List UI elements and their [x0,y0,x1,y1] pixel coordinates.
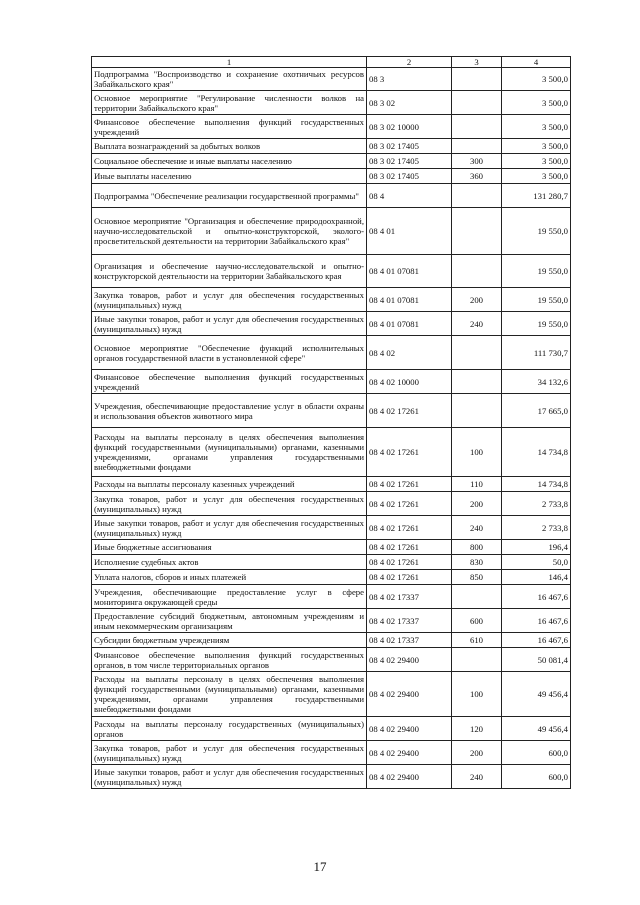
row-code: 08 4 01 07081 [367,312,452,336]
table-row [92,184,571,208]
table-row [92,477,571,492]
row-code: 08 4 02 29400 [367,648,452,672]
row-expense-type: 300 [452,154,502,169]
row-name: Расходы на выплаты персоналу в целях обеспечения выполнения функций государственными (муниципальными) органами, казенными учреждениями, органами управления государственными внебюджетными фондами [92,672,367,717]
table-row [92,312,571,336]
row-amount: 14 734,8 [502,428,571,477]
row-amount: 34 132,6 [502,370,571,394]
row-code: 08 4 02 17261 [367,477,452,492]
row-name: Социальное обеспечение и иные выплаты населению [92,154,367,169]
table-row [92,765,571,789]
table-row [92,91,571,115]
row-code: 08 4 02 17261 [367,492,452,516]
row-amount: 14 734,8 [502,477,571,492]
table-row [92,672,571,717]
row-name: Уплата налогов, сборов и иных платежей [92,570,367,585]
table-row [92,394,571,428]
column-header-3: 3 [452,57,502,68]
row-name: Основное мероприятие "Обеспечение функций исполнительных органов государственной власти в установленной сфере" [92,336,367,370]
column-header-1: 1 [92,57,367,68]
row-code: 08 4 02 17261 [367,570,452,585]
row-expense-type: 240 [452,765,502,789]
row-name: Закупка товаров, работ и услуг для обеспечения государственных (муниципальных) нужд [92,288,367,312]
row-name: Финансовое обеспечение выполнения функций государственных учреждений [92,115,367,139]
row-expense-type [452,336,502,370]
row-code: 08 4 [367,184,452,208]
row-expense-type: 610 [452,633,502,648]
column-header-4: 4 [502,57,571,68]
row-expense-type: 850 [452,570,502,585]
table-row [92,516,571,540]
table-row [92,68,571,91]
row-name: Предоставление субсидий бюджетным, автономным учреждениям и иным некоммерческим организациям [92,609,367,633]
row-amount: 16 467,6 [502,633,571,648]
row-code: 08 4 02 10000 [367,370,452,394]
row-amount: 3 500,0 [502,68,571,91]
row-amount: 50 081,4 [502,648,571,672]
row-name: Выплата вознаграждений за добытых волков [92,139,367,154]
row-expense-type [452,184,502,208]
row-expense-type: 100 [452,672,502,717]
row-expense-type [452,585,502,609]
table-row [92,633,571,648]
row-name: Организация и обеспечение научно-исследовательской и опытно-конструкторской деятельности на территории Забайкальского края [92,255,367,288]
table-row [92,208,571,255]
table-row [92,288,571,312]
table-row [92,428,571,477]
row-name: Иные закупки товаров, работ и услуг для обеспечения государственных (муниципальных) нужд [92,516,367,540]
table-row [92,255,571,288]
row-name: Расходы на выплаты персоналу казенных учреждений [92,477,367,492]
row-expense-type: 600 [452,609,502,633]
header-row [92,57,571,68]
row-amount: 2 733,8 [502,516,571,540]
row-amount: 131 280,7 [502,184,571,208]
row-code: 08 4 02 17261 [367,428,452,477]
row-code: 08 4 02 29400 [367,765,452,789]
row-code: 08 3 02 [367,91,452,115]
row-expense-type [452,115,502,139]
row-name: Иные закупки товаров, работ и услуг для обеспечения государственных (муниципальных) нужд [92,765,367,789]
row-code: 08 4 02 17261 [367,516,452,540]
row-code: 08 4 02 29400 [367,741,452,765]
row-amount: 3 500,0 [502,169,571,184]
row-name: Учреждения, обеспечивающие предоставление услуг в области охраны и использования объектов животного мира [92,394,367,428]
row-amount: 196,4 [502,540,571,555]
row-amount: 600,0 [502,765,571,789]
row-expense-type [452,91,502,115]
table-row [92,370,571,394]
table-row [92,540,571,555]
row-expense-type: 240 [452,312,502,336]
column-header-2: 2 [367,57,452,68]
row-code: 08 3 02 17405 [367,139,452,154]
row-code: 08 4 01 [367,208,452,255]
table-row [92,741,571,765]
table-row [92,336,571,370]
row-name: Исполнение судебных актов [92,555,367,570]
row-expense-type [452,648,502,672]
row-expense-type: 110 [452,477,502,492]
row-amount: 146,4 [502,570,571,585]
row-amount: 17 665,0 [502,394,571,428]
row-amount: 111 730,7 [502,336,571,370]
row-amount: 19 550,0 [502,288,571,312]
row-expense-type: 200 [452,288,502,312]
table-row [92,570,571,585]
table-row [92,492,571,516]
row-code: 08 3 02 17405 [367,154,452,169]
row-code: 08 4 02 17337 [367,633,452,648]
row-code: 08 4 01 07081 [367,288,452,312]
row-expense-type [452,370,502,394]
row-amount: 2 733,8 [502,492,571,516]
row-name: Расходы на выплаты персоналу в целях обеспечения выполнения функций государственными (муниципальными) органами, казенными учреждениями, органами управления государственными внебюджетными фондами [92,428,367,477]
row-name: Иные закупки товаров, работ и услуг для обеспечения государственных (муниципальных) нужд [92,312,367,336]
row-code: 08 4 02 17261 [367,555,452,570]
page-number: 17 [313,859,327,874]
row-expense-type: 100 [452,428,502,477]
table-row [92,169,571,184]
table-row [92,648,571,672]
table-row [92,555,571,570]
row-code: 08 4 02 17261 [367,394,452,428]
row-expense-type [452,255,502,288]
row-amount: 16 467,6 [502,585,571,609]
row-name: Расходы на выплаты персоналу государственных (муниципальных) органов [92,717,367,741]
row-amount: 3 500,0 [502,115,571,139]
row-amount: 19 550,0 [502,255,571,288]
row-expense-type: 200 [452,492,502,516]
row-expense-type: 120 [452,717,502,741]
row-name: Подпрограмма "Обеспечение реализации государственной программы" [92,184,367,208]
row-amount: 49 456,4 [502,717,571,741]
table-row [92,717,571,741]
row-code: 08 4 02 17337 [367,585,452,609]
row-name: Закупка товаров, работ и услуг для обеспечения государственных (муниципальных) нужд [92,492,367,516]
row-expense-type: 200 [452,741,502,765]
row-name: Иные выплаты населению [92,169,367,184]
row-expense-type: 240 [452,516,502,540]
row-expense-type [452,394,502,428]
row-name: Субсидии бюджетным учреждениям [92,633,367,648]
row-code: 08 4 02 29400 [367,672,452,717]
row-name: Финансовое обеспечение выполнения функций государственных органов, в том числе территориальных органов [92,648,367,672]
row-amount: 19 550,0 [502,208,571,255]
row-code: 08 4 02 17337 [367,609,452,633]
row-amount: 3 500,0 [502,91,571,115]
row-expense-type [452,208,502,255]
row-code: 08 4 02 [367,336,452,370]
row-name: Иные бюджетные ассигнования [92,540,367,555]
row-expense-type [452,68,502,91]
row-code: 08 4 02 29400 [367,717,452,741]
row-amount: 50,0 [502,555,571,570]
row-expense-type [452,139,502,154]
row-name: Основное мероприятие "Регулирование численности волков на территории Забайкальского края" [92,91,367,115]
row-name: Учреждения, обеспечивающие предоставление услуг в сфере мониторинга окружающей среды [92,585,367,609]
row-amount: 49 456,4 [502,672,571,717]
row-name: Подпрограмма "Воспроизводство и сохранение охотничьих ресурсов Забайкальского края" [92,68,367,91]
row-code: 08 3 02 10000 [367,115,452,139]
row-code: 08 4 01 07081 [367,255,452,288]
row-name: Основное мероприятие "Организация и обеспечение природоохранной, научно-исследовательской и опытно-конструкторской, эколого-просветительской деятельности на территории Забайкальского края" [92,208,367,255]
table-row [92,115,571,139]
row-amount: 16 467,6 [502,609,571,633]
row-amount: 3 500,0 [502,154,571,169]
row-expense-type: 830 [452,555,502,570]
row-amount: 19 550,0 [502,312,571,336]
row-code: 08 3 02 17405 [367,169,452,184]
row-name: Закупка товаров, работ и услуг для обеспечения государственных (муниципальных) нужд [92,741,367,765]
table-row [92,585,571,609]
row-code: 08 3 [367,68,452,91]
row-name: Финансовое обеспечение выполнения функций государственных учреждений [92,370,367,394]
table-row [92,139,571,154]
row-amount: 3 500,0 [502,139,571,154]
row-amount: 600,0 [502,741,571,765]
table-row [92,154,571,169]
row-expense-type: 360 [452,169,502,184]
row-code: 08 4 02 17261 [367,540,452,555]
row-expense-type: 800 [452,540,502,555]
budget-table [91,56,571,789]
table-row [92,609,571,633]
